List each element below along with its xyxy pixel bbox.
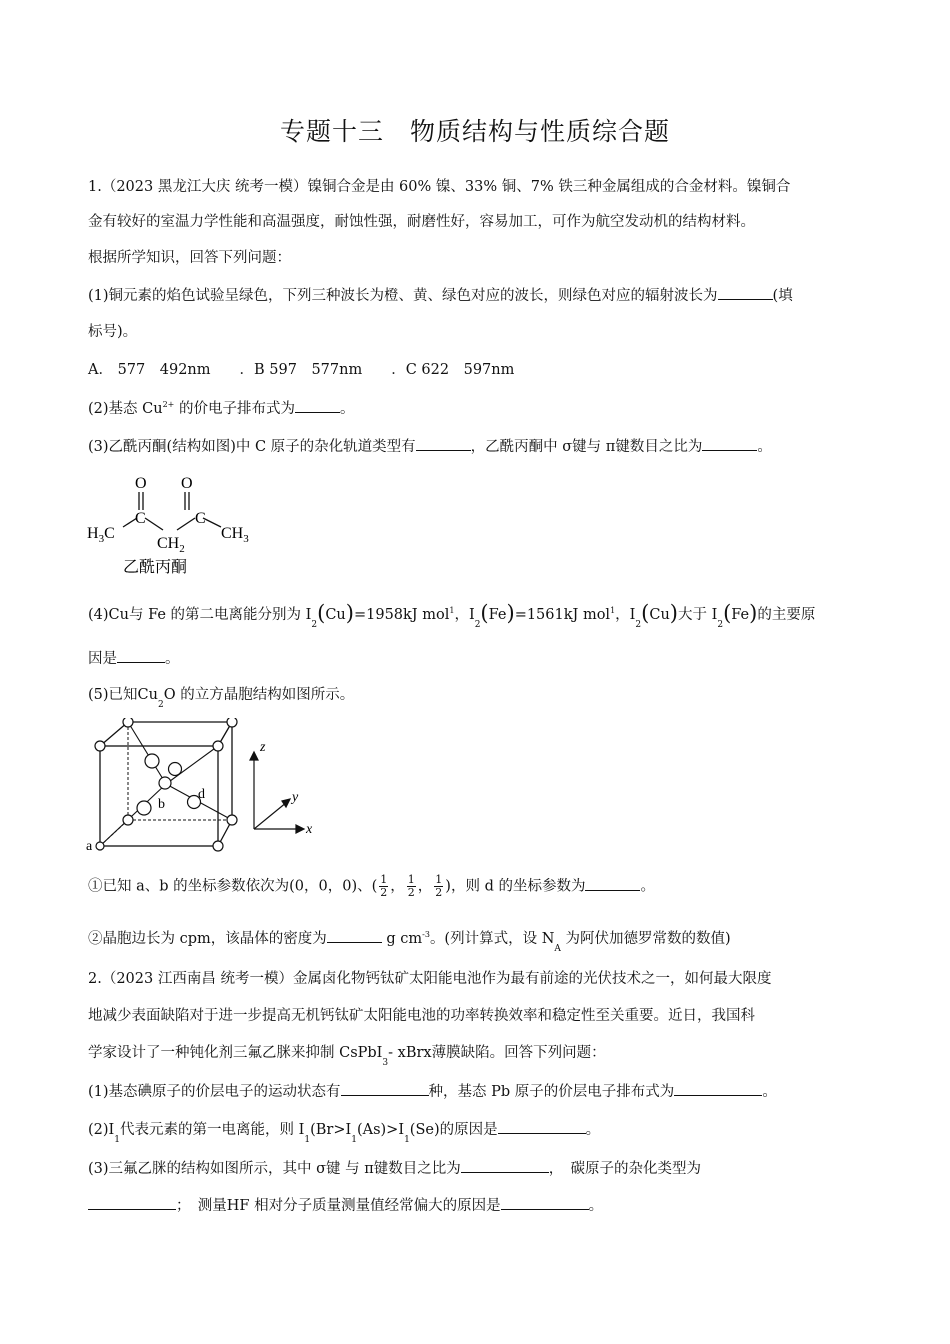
q1-part4-cont (88, 648, 180, 669)
q2-part3-text2: ， 碳原子的杂化类型为 (548, 1161, 702, 1177)
comma: ， (615, 607, 630, 623)
q1-part4-compare: 大于 I (677, 607, 718, 623)
q1-part5-1-end: 。 (640, 878, 655, 895)
q2-part3-text: (3)三氟乙脒的结构如图所示，其中 σ键 与 π键数目之比为 (88, 1161, 461, 1177)
q1-part1-cont: 标号)。 (88, 324, 138, 340)
q2-part2-text4: (As)>I (356, 1122, 405, 1138)
subscript: 3 (382, 1058, 389, 1068)
subscript: 2 (311, 620, 318, 630)
q2-part3 (88, 1158, 701, 1179)
superscript: -3 (422, 930, 430, 939)
axis-label-z: z (260, 740, 266, 755)
q2-part2-text2: 代表元素的第一电离能，则 I (120, 1122, 305, 1138)
q2-intro-line2: 地减少表面缺陷对于进一步提高无机钙钛矿太阳能电池的功率转换效率和稳定性至关重要。近日，我国科 (88, 1008, 755, 1024)
q2-part3-text3: ； 测量HF 相对分子质量测量值经常偏大的原因是 (176, 1198, 501, 1214)
q2-part1-text2: 种，基态 Pb 原子的价层电子排布式为 (428, 1084, 675, 1100)
q1-part1 (88, 285, 793, 306)
subscript: 2 (717, 620, 724, 630)
q1-part1-text: (1)铜元素的焰色试验呈绿色，下列三种波长为橙、黄、绿色对应的波长，则绿色对应的辐射波长为 (88, 288, 718, 304)
answer-blank[interactable] (416, 436, 471, 451)
subscript: 1 (304, 1135, 311, 1145)
q2-part1-text: (1)基态碘原子的价层电子的运动状态有 (88, 1084, 341, 1100)
q1-part5-text: (5)已知Cu (88, 687, 158, 703)
q2-part2-text5: (Se)的原因是 (409, 1122, 498, 1138)
carbon-label-2: C (195, 510, 206, 527)
answer-blank[interactable] (295, 398, 340, 413)
q2-part1-end: 。 (762, 1084, 777, 1100)
atom-label-a: a (86, 839, 93, 854)
q1-part4: (4)Cu与 Fe 的第二电离能分别为 $I_2(Cu)=1958kJ$ mol$^1$，$I_2(Fe)=1561kJ$ mol$^1$，$I_2(Cu)$大于 $I_2(Fe)$的主要原 (88, 601, 816, 630)
subscript: 1 (404, 1135, 410, 1145)
q1-part4-end: 。 (165, 651, 180, 667)
comma: ， (454, 607, 469, 623)
q2-part2-end: 。 (585, 1122, 601, 1138)
q2-intro-line3-text: 学家设计了一种钝化剂三氟乙脒来抑制 CsPbI (88, 1045, 383, 1061)
q1-part5-2-text: ②晶胞边长为 cpm，该晶体的密度为 (88, 931, 327, 947)
cu-symbol: Cu (649, 607, 670, 623)
q1-part5-text2: O 的立方晶胞结构如图所示。 (163, 687, 355, 703)
q1-part5 (88, 685, 355, 710)
subscript: 1 (114, 1135, 121, 1145)
q1-options: A． 577 492nm ．B 597 577nm ．C 622 597nm (88, 362, 515, 378)
q1-part2-end: 。 (340, 401, 355, 417)
answer-blank[interactable] (341, 1081, 429, 1096)
answer-blank[interactable] (718, 285, 773, 300)
q1-intro-line3: 根据所学知识，回答下列问题： (88, 250, 291, 266)
acetylacetone-structure (85, 470, 265, 580)
q1-part3-text2: ，乙酰丙酮中 σ键与 π键数目之比为 (470, 439, 703, 455)
q1-part4-text: (4)Cu与 Fe 的第二电离能分别为 I (88, 607, 312, 623)
q1-part2-charge: 2+ (162, 400, 175, 409)
fe-symbol: Fe (488, 607, 507, 623)
oxygen-label-2: O (181, 475, 193, 492)
subscript: 1 (351, 1135, 357, 1145)
answer-blank[interactable] (88, 1195, 176, 1210)
q1-part4-cont-text: 因是 (88, 651, 117, 667)
q1-part5-2-text3: 为阿伏加德罗常数的数值) (565, 931, 731, 947)
page-title: 专题十三 物质结构与性质综合题 (279, 117, 670, 146)
carbon-label-1: C (135, 510, 146, 527)
q2-part2-text3: (Br>I (310, 1122, 352, 1138)
fe-symbol: Fe (731, 607, 750, 623)
q2-part3-end: 。 (588, 1198, 604, 1214)
subscript: 2 (474, 620, 481, 630)
q2-intro-line3-text2: - xBrx薄膜缺陷。回答下列问题： (388, 1045, 606, 1061)
q1-part4-tail: 的主要原 (757, 607, 816, 623)
q2-part1 (88, 1081, 777, 1102)
answer-blank[interactable] (117, 648, 165, 663)
methyl-left-label: $H_3C$ (87, 525, 115, 545)
answer-blank[interactable] (501, 1195, 589, 1210)
answer-blank[interactable] (498, 1119, 586, 1134)
oxygen-label-1: O (135, 475, 147, 492)
q1-part5-2 (88, 928, 731, 954)
axis-label-x: x (306, 822, 313, 837)
q1-part1-fill: (填 (772, 288, 793, 304)
q1-part5-1: ①已知 a、b 的坐标参数依次为(0，0，0)、( $\frac{1}{2}$ ， $\frac{1}{2}$ ， $\frac{1}{2}$ )，则 d 的坐标参数为 。 (88, 873, 655, 899)
q2-intro-line3 (88, 1043, 606, 1068)
q2-intro-line1: 2.（2023 江西南昌 统考一模）金属卤化物钙钛矿太阳能电池作为最有前途的光伏技术之一，如何最大限度 (88, 971, 772, 987)
cu-symbol: Cu (325, 607, 346, 623)
q1-part2-text2: 的价电子排布式为 (179, 401, 295, 417)
subscript: 2 (635, 620, 642, 630)
answer-blank[interactable] (702, 436, 757, 451)
fraction-half: $\frac{1}{2}$ (407, 873, 415, 899)
atom-label-b: b (158, 797, 165, 812)
subscript: A (554, 944, 561, 954)
answer-blank[interactable] (674, 1081, 762, 1096)
axis-label-y: y (292, 790, 299, 805)
q1-part2-text: (2)基态 Cu (88, 401, 163, 417)
superscript: 1 (449, 606, 455, 615)
q1-intro-line1: 1.（2023 黑龙江大庆 统考一模）镍铜合金是由 60% 镍、33% 铜、7% 铁三种金属组成的合金材料。镍铜合 (88, 179, 791, 195)
structure-caption: 乙酰丙酮 (123, 559, 188, 576)
methylene-label: $CH_2$ (157, 535, 185, 555)
q1-part5-1-text2: )，则 d 的坐标参数为 (445, 878, 586, 895)
q1-part2 (88, 398, 355, 421)
cu-value: =1958kJ mol (353, 607, 450, 623)
answer-blank[interactable] (327, 928, 382, 943)
subscript: 2 (157, 700, 164, 710)
methyl-right-label: $CH_3$ (221, 525, 249, 545)
atom-label-d: d (198, 787, 205, 802)
fraction-half: $\frac{1}{2}$ (380, 873, 388, 899)
q1-part3 (88, 436, 772, 457)
q1-part3-text: (3)乙酰丙酮(结构如图)中 C 原子的杂化轨道类型有 (88, 439, 416, 455)
q2-part3-cont (88, 1195, 603, 1216)
fraction-half: $\frac{1}{2}$ (435, 873, 443, 899)
q1-part3-end: 。 (757, 439, 772, 455)
q1-intro-line2: 金有较好的室温力学性能和高温强度，耐蚀性强，耐磨性好，容易加工，可作为航空发动机的结构材料。 (88, 214, 755, 230)
density-unit: g cm (386, 931, 423, 947)
cu2o-unit-cell-figure (82, 718, 332, 858)
q1-part5-2-text2: 。(列计算式，设 N (429, 931, 555, 947)
answer-blank[interactable] (461, 1158, 549, 1173)
fe-value: =1561kJ mol (514, 607, 611, 623)
q2-part2-text: (2)I (88, 1122, 115, 1138)
q1-part5-1-text: ①已知 a、b 的坐标参数依次为(0，0，0)、( (88, 878, 378, 895)
answer-blank[interactable] (585, 876, 640, 891)
superscript: 1 (610, 606, 616, 615)
q2-part2 (88, 1119, 601, 1145)
